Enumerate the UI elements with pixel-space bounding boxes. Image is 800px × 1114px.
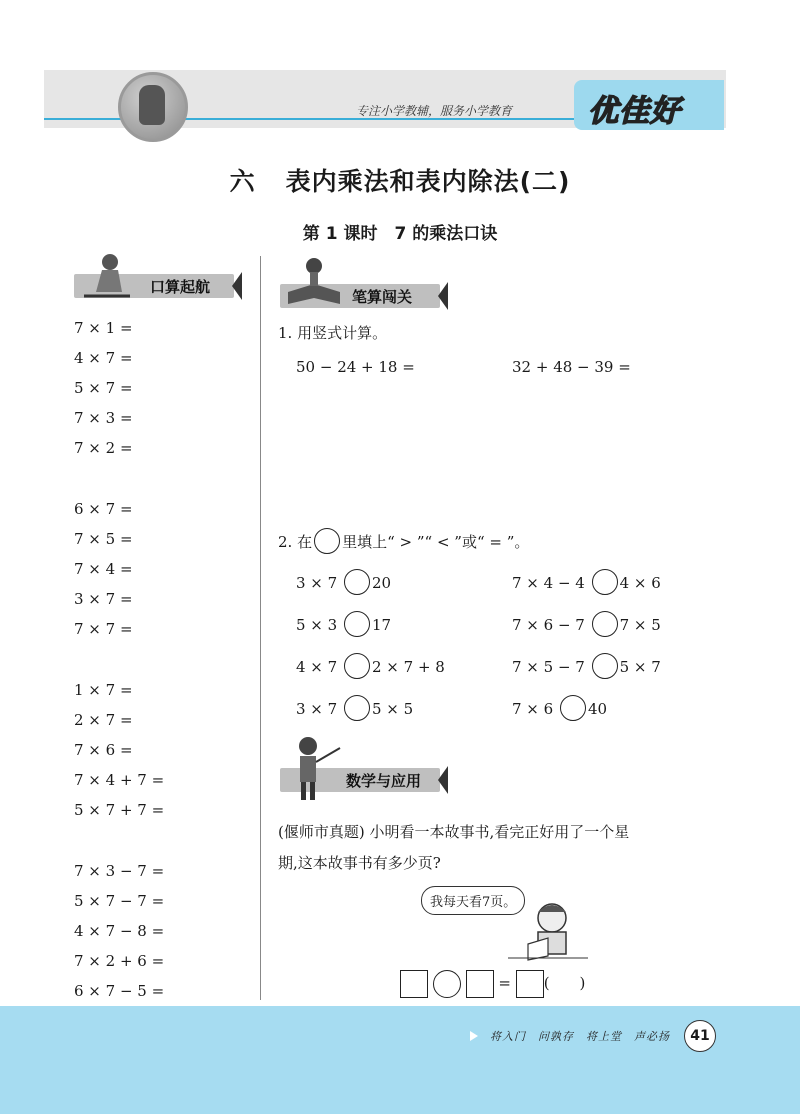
oral-item: 2 × 7 =: [74, 711, 133, 729]
play-triangle-icon: [470, 1031, 478, 1041]
oral-item: 7 × 4 =: [74, 560, 133, 578]
compare-right: 17: [371, 616, 392, 634]
compare-circle-sample: [314, 528, 340, 554]
reading-book-icon: [282, 254, 346, 308]
header-slogan: 专注小学教辅，服务小学教育: [356, 104, 513, 118]
oral-list-1: [74, 313, 133, 463]
oral-item: 6 × 7 − 5 =: [74, 982, 165, 1000]
page-number: 41: [684, 1020, 716, 1052]
compare-blank[interactable]: [592, 611, 618, 637]
compare-blank[interactable]: [344, 695, 370, 721]
oral-list-2: [74, 494, 133, 644]
application-section-label: 数学与应用: [346, 772, 422, 790]
compare-left: 3 × 7: [296, 700, 338, 718]
compare-item: [296, 655, 445, 681]
brand-logo: [574, 80, 724, 130]
q1-title: 1. 用竖式计算。: [278, 324, 388, 342]
compare-right: 7 × 5: [619, 616, 661, 634]
compare-left: 7 × 4 − 4: [512, 574, 585, 592]
compare-item: [512, 613, 661, 639]
oral-item: 5 × 7 + 7 =: [74, 801, 165, 819]
compare-item: [512, 655, 661, 681]
compare-right: 5 × 5: [371, 700, 414, 718]
compare-blank[interactable]: [344, 569, 370, 595]
answer-box[interactable]: [400, 970, 428, 998]
compare-right: 5 × 7: [619, 658, 661, 676]
oral-item: 7 × 2 =: [74, 439, 133, 457]
oral-item: 7 × 5 =: [74, 530, 133, 548]
brand-text: 优佳好: [588, 94, 681, 129]
q1-expr-a: 50 − 24 + 18 =: [296, 358, 415, 376]
q2-title: [278, 530, 529, 556]
compare-right: 2 × 7 + 8: [371, 658, 445, 676]
answer-unit: ( ): [543, 974, 586, 992]
written-section-badge: [280, 280, 450, 308]
oral-item: 3 × 7 =: [74, 590, 133, 608]
q1-expr-b: 32 + 48 − 39 =: [512, 358, 631, 376]
chapter-title: [0, 162, 800, 198]
equals-sign: =: [498, 974, 511, 992]
compare-right: 4 × 6: [619, 574, 661, 592]
oral-item: 4 × 7 − 8 =: [74, 922, 165, 940]
oral-item: 7 × 7 =: [74, 620, 133, 638]
oral-item: 1 × 7 =: [74, 681, 133, 699]
footer-motto: 将入门 问孰存 将上堂 声必扬: [490, 1030, 670, 1043]
compare-left: 7 × 6: [512, 700, 554, 718]
written-section-label: 笔算闯关: [352, 288, 413, 306]
q2-title-post: 里填上“ > ”“ < ”或“ = ”。: [342, 533, 530, 551]
answer-box[interactable]: [516, 970, 544, 998]
compare-blank[interactable]: [560, 695, 586, 721]
oral-item: 7 × 3 − 7 =: [74, 862, 165, 880]
compare-left: 5 × 3: [296, 616, 338, 634]
q2-title-pre: 2. 在: [278, 533, 313, 551]
problem-line-1: (偃师市真题) 小明看一本故事书,看完正好用了一个星: [278, 823, 630, 841]
compare-item: [296, 697, 413, 723]
compare-left: 7 × 5 − 7: [512, 658, 585, 676]
compare-item: [296, 571, 391, 597]
oral-section-badge: [74, 270, 244, 298]
girl-runner-icon: [82, 252, 132, 298]
oral-item: 7 × 3 =: [74, 409, 133, 427]
oral-item: 7 × 6 =: [74, 741, 133, 759]
oral-item: 7 × 4 + 7 =: [74, 771, 165, 789]
oral-section-label: 口算起航: [150, 278, 211, 296]
chapter-name: 表内乘法和表内除法(二): [285, 167, 571, 196]
footer-band: [0, 1006, 800, 1114]
compare-right: 40: [587, 700, 608, 718]
chapter-number: 六: [229, 167, 256, 196]
compare-item: [512, 571, 661, 597]
answer-box[interactable]: [466, 970, 494, 998]
operator-circle[interactable]: [433, 970, 461, 998]
oral-item: 7 × 2 + 6 =: [74, 952, 165, 970]
compare-right: 20: [371, 574, 392, 592]
compare-blank[interactable]: [592, 653, 618, 679]
oral-list-4: [74, 856, 164, 1006]
oral-item: 4 × 7 =: [74, 349, 133, 367]
compare-left: 7 × 6 − 7: [512, 616, 585, 634]
teacher-pointer-icon: [286, 734, 342, 804]
compare-blank[interactable]: [592, 569, 618, 595]
compare-left: 4 × 7: [296, 658, 338, 676]
oral-item: 5 × 7 − 7 =: [74, 892, 165, 910]
compare-left: 3 × 7: [296, 574, 338, 592]
compare-item: [296, 613, 391, 639]
application-section-badge: [280, 764, 450, 792]
answer-row: [400, 970, 585, 998]
oral-item: 7 × 1 =: [74, 319, 133, 337]
compare-item: [512, 697, 607, 723]
problem-line-2: 期,这本故事书有多少页?: [278, 854, 441, 872]
boy-reading-icon: [508, 898, 588, 964]
speech-bubble: 我每天看7页。: [421, 886, 525, 915]
column-divider: [260, 256, 261, 1000]
oral-item: 5 × 7 =: [74, 379, 133, 397]
compare-blank[interactable]: [344, 653, 370, 679]
oral-item: 6 × 7 =: [74, 500, 133, 518]
lesson-title: 第 1 课时 7 的乘法口诀: [302, 224, 498, 244]
oral-list-3: [74, 675, 164, 825]
mascot-logo-icon: [118, 72, 188, 142]
compare-blank[interactable]: [344, 611, 370, 637]
